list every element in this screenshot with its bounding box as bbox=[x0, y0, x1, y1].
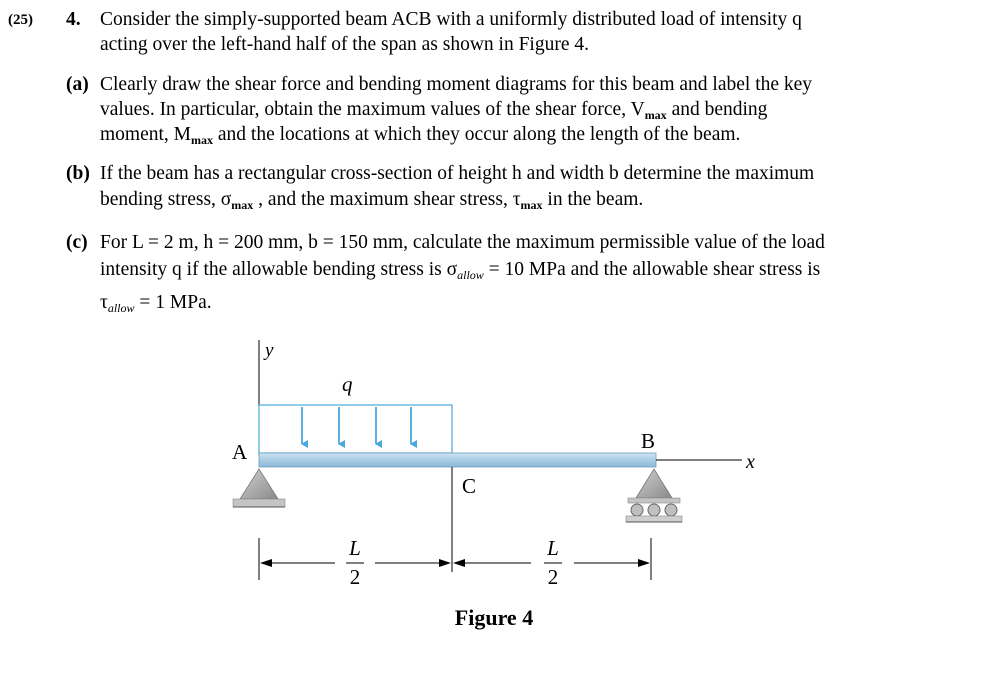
question-number: 4. bbox=[66, 9, 81, 30]
x-axis-label: x bbox=[746, 451, 755, 473]
tau-max-subscript: max bbox=[520, 198, 543, 212]
dim-left-denominator: 2 bbox=[349, 565, 361, 589]
part-c-line1: For L = 2 m, h = 200 mm, b = 150 mm, calculate the maximum permissible value of the load bbox=[100, 232, 825, 253]
tau-allow-subscript: allow bbox=[107, 301, 135, 315]
load-q-label: q bbox=[342, 372, 353, 396]
part-a-line2-text: values. In particular, obtain the maximum values of the shear force, V bbox=[100, 99, 645, 120]
question-intro-line1: Consider the simply-supported beam ACB with a uniformly distributed load of intensity q bbox=[100, 9, 802, 30]
dimension-left-fraction bbox=[346, 536, 364, 589]
point-a-label: A bbox=[232, 440, 248, 464]
figure-caption: Figure 4 bbox=[454, 605, 534, 630]
part-b-label: (b) bbox=[66, 163, 90, 184]
sigma-max-subscript: max bbox=[231, 198, 254, 212]
part-a-label: (a) bbox=[66, 74, 89, 95]
vmax-subscript: max bbox=[644, 108, 667, 122]
part-a-line3-text: moment, M bbox=[100, 124, 191, 145]
distributed-load-box bbox=[259, 405, 452, 453]
part-a-line2-end: and bending bbox=[666, 99, 768, 120]
y-axis-label: y bbox=[265, 340, 274, 361]
dimension-lines bbox=[259, 538, 651, 580]
part-c-line2-b: = 10 MPa and the allowable shear stress is bbox=[483, 259, 821, 280]
beam bbox=[259, 453, 656, 467]
dimension-right-fraction bbox=[544, 536, 562, 589]
part-b-line2-c: in the beam. bbox=[542, 189, 644, 210]
point-c-label: C bbox=[462, 474, 477, 498]
part-a-line1: Clearly draw the shear force and bending moment diagrams for this beam and label the key bbox=[100, 74, 813, 95]
sigma-allow-subscript: allow bbox=[457, 268, 484, 282]
part-b-line2-b: , and the maximum shear stress, τ bbox=[253, 189, 521, 210]
mmax-subscript: max bbox=[191, 133, 213, 147]
roller-support-b bbox=[626, 469, 682, 522]
dim-right-denominator: 2 bbox=[547, 565, 559, 589]
part-c-line3-a: τ bbox=[100, 292, 108, 313]
dim-left-numerator: L bbox=[349, 536, 361, 560]
point-b-label: B bbox=[641, 429, 656, 453]
part-c-line2-a: intensity q if the allowable bending stress is σ bbox=[100, 259, 458, 280]
pin-support-a bbox=[233, 469, 285, 507]
question-marks: (25) bbox=[8, 12, 33, 28]
part-b-line1: If the beam has a rectangular cross-section of height h and width b determine the maximum bbox=[100, 163, 815, 184]
part-c-label: (c) bbox=[66, 232, 88, 253]
part-c-line3-b: = 1 MPa. bbox=[134, 292, 212, 313]
load-arrows bbox=[302, 407, 411, 444]
part-a-line3-end: and the locations at which they occur along the length of the beam. bbox=[213, 124, 741, 145]
question-intro-line2: acting over the left-hand half of the span as shown in Figure 4. bbox=[100, 34, 589, 55]
part-b-line2-a: bending stress, σ bbox=[100, 189, 232, 210]
dim-right-numerator: L bbox=[547, 536, 559, 560]
